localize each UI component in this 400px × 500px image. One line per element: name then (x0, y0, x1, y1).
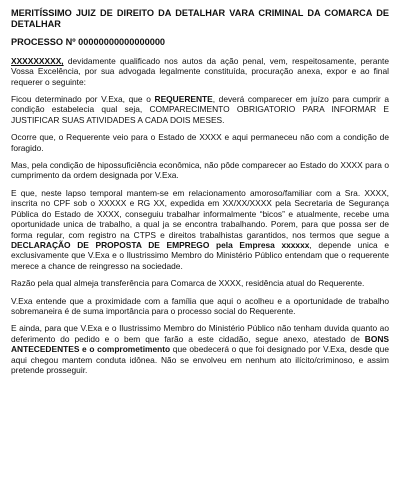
paragraph-8-a: E ainda, para que V.Exa e o Ilustrissimo Membro do Ministério Público não tenham duvida quanto ao deferimento do pedido e o bem que farão a este cidadão, segue anexo, atestado de (11, 323, 389, 344)
paragraph-7: V.Exa entende que a proximidade com a família que aqui o acolheu e a oportunidade de trabalho sobremaneira é de suma importância para o processo social do Requerente. (11, 295, 389, 316)
commitment-term: comprometimento (97, 344, 171, 355)
paragraph-5-c: , depende unica e exclusivamente que V.Exa e o Ilustrissimo Membro do Ministério Público entendam que o requerente merece a chance de reingresso na sociedade. (11, 239, 389, 271)
paragraph-5 (11, 188, 389, 271)
paragraph-8-c: e o (79, 344, 98, 355)
paragraph-1-text: devidamente qualificado nos autos da ação penal, vem, respeitosamente, perante Vossa Excelência, por sua advogada legalmente constituída, procuração anexa, expor e ao final requerer o seguinte: (11, 55, 389, 87)
good-record-term: BONS ANTECEDENTES (11, 333, 389, 355)
paragraph-8 (11, 323, 389, 375)
job-offer-declaration: DECLARAÇÃO DE PROPOSTA DE EMPREGO pela Empresa xxxxxx (11, 239, 310, 250)
paragraph-8-e: que obedecerá o que foi designado por V.Exa, desde que aqui chegou mantem conduta idônea. Não se envolveu em nenhum ato ilícito/criminoso, e assim pretende prosseguir. (11, 344, 389, 375)
paragraph-2-a: Ficou determinado por V.Exa, que o (11, 94, 155, 105)
paragraph-5-a: E que, neste lapso temporal mantem-se em relacionamento amoroso/familiar com a Sra. XXXX, inscrita no CPF sob o XXXXX e RG XX, expedida em XX/XX/XXXX pela Secretaria de Segurança Pública do Estado de XXXX, conseguiu trabalhar informalmente “bicos” e atualmente, recebe uma oportunidade unica de trabalho, a qual ja se encontra trabalhando. Porem, para que possa ser de forma regular, com registro na CTPS e direitos trabalhistas garantidos, nos termos que segue a (11, 187, 389, 240)
defendant-name: XXXXXXXXX, (11, 55, 64, 66)
paragraph-1 (11, 56, 389, 87)
requerente-term: REQUERENTE (154, 94, 213, 105)
document-heading: MERITÍSSIMO JUIZ DE DIREITO DA DETALHAR VARA CRIMINAL DA COMARCA DE DETALHAR (11, 8, 389, 30)
paragraph-4: Mas, pela condição de hipossuficiência econômica, não pôde comparecer ao Estado do XXXX para o cumprimento da ordem designada por V.Exa. (11, 160, 389, 181)
process-number: PROCESSO Nº 00000000000000000 (11, 37, 166, 48)
paragraph-2-c: , deverá comparecer em juízo para cumprir a condição estabelecia qual seja, COMPARECIMENTO OBRIGATORIO PARA INFORMAR E JUSTIFICAR SUAS ATIVIDADES A CADA DOIS MESES. (11, 94, 390, 125)
paragraph-6: Razão pela qual almeja transferência para Comarca de XXXX, residência atual do Requerente. (11, 278, 365, 289)
paragraph-3: Ocorre que, o Requerente veio para o Estado de XXXX e aqui permaneceu não com a condição de foragido. (11, 132, 389, 153)
paragraph-2 (11, 94, 389, 125)
